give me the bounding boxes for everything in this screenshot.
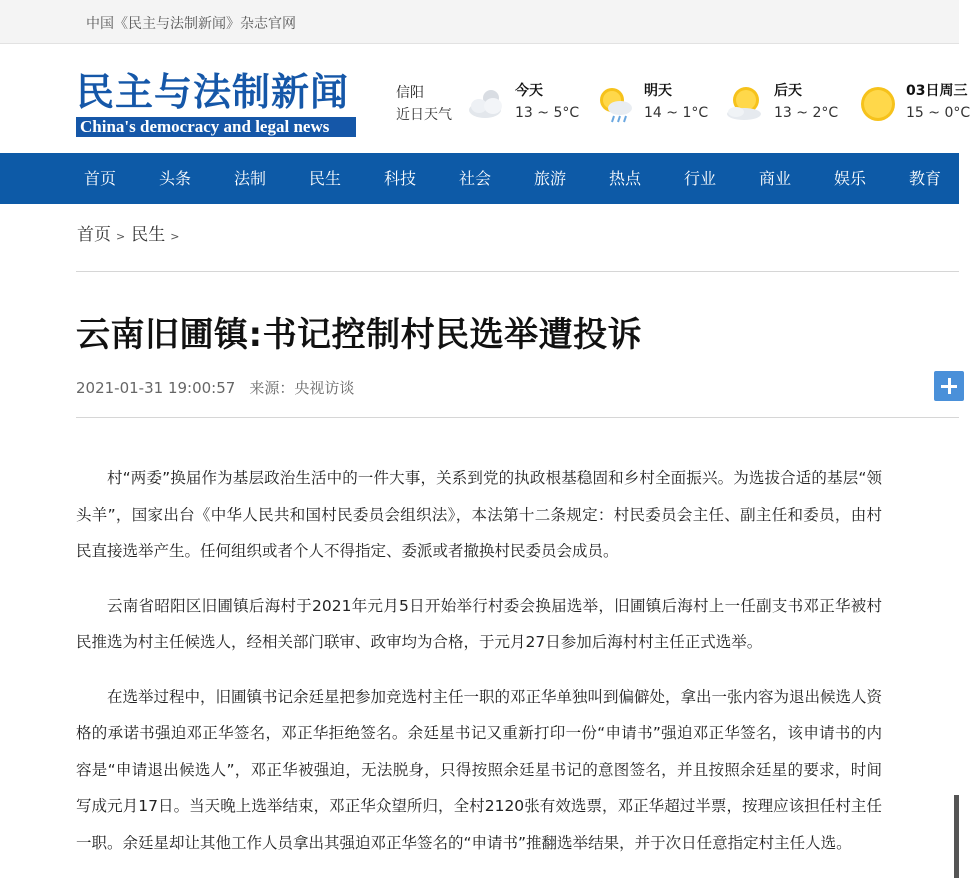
site-label: 中国《民主与法制新闻》杂志官网 [86, 16, 296, 32]
nav-item-hot[interactable]: 热点 [609, 169, 642, 188]
weather-location [396, 82, 452, 126]
main-nav [0, 153, 959, 204]
partly-cloudy-icon [465, 84, 509, 124]
divider [76, 417, 959, 418]
nav-item-home[interactable]: 首页 [84, 169, 117, 188]
nav-item-society[interactable]: 社会 [459, 169, 492, 188]
top-bar [0, 0, 959, 44]
sun-cloud-icon [724, 84, 768, 124]
article-paragraph: 村“两委”换届作为基层政治生活中的一件大事，关系到党的执政根基稳固和乡村全面振兴。为选拔合适的基层“领头羊”，国家出台《中华人民共和国村民委员会组织法》，本法第十二条规定：村民委员会主任、副主任和委员，由村民直接选举产生。任何组织或者个人不得指定、委派或者撤换村民委员会成员。 [76, 469, 882, 560]
weather-temp: 13 ~ 5°C [515, 105, 580, 121]
nav-item-entertainment[interactable]: 娱乐 [834, 169, 867, 188]
weather-day-label: 今天 [515, 83, 543, 99]
side-scroll-tab[interactable] [954, 795, 959, 878]
nav-item-tech[interactable]: 科技 [384, 169, 417, 188]
masthead [0, 44, 970, 153]
article-paragraph: 在选举过程中，旧圃镇书记余廷星把参加竞选村主任一职的邓正华单独叫到偏僻处，拿出一张内容为退出候选人资格的承诺书强迫邓正华签名，邓正华拒绝签名。余廷星书记又重新打印一份“申请书”强迫邓正华签名，该申请书的内容是“申请退出候选人”，邓正华被强迫，无法脱身，只得按照余廷星书记的意图签名，并且按照余廷星的要求，时间写成元月17日。当天晚上选举结束，邓正华众望所归，全村2120张有效选票，邓正华超过半票，按理应该担任村主任一职。余廷星却让其他工作人员拿出其强迫邓正华签名的“申请书”推翻选举结果，并于次日任意指定村主任人选。 [76, 687, 883, 852]
breadcrumb-section[interactable]: 民生 [131, 225, 166, 245]
breadcrumb [77, 220, 185, 245]
breadcrumb-home[interactable]: 首页 [77, 225, 111, 245]
nav-item-livelihood[interactable]: 民生 [309, 169, 342, 188]
weather-day-label: 03日周三 [906, 83, 968, 99]
sun-rain-icon [594, 84, 638, 124]
nav-item-industry[interactable]: 行业 [684, 169, 717, 188]
weather-day-label: 明天 [644, 83, 672, 99]
site-logo[interactable] [76, 70, 356, 137]
weather-temp: 13 ~ 2°C [774, 105, 839, 121]
breadcrumb-separator-icon: > [170, 230, 180, 243]
divider [76, 271, 959, 272]
share-plus-icon[interactable] [934, 371, 964, 401]
nav-item-business[interactable]: 商业 [759, 169, 792, 188]
sunny-icon [856, 84, 900, 124]
article-body [76, 460, 882, 879]
weather-subtitle: 近日天气 [396, 107, 452, 123]
weather-city: 信阳 [396, 85, 424, 101]
article-meta [76, 377, 354, 398]
article-datetime: 2021-01-31 19:00:57 [76, 379, 236, 397]
article-source: 来源：央视访谈 [249, 379, 355, 397]
nav-item-headlines[interactable]: 头条 [159, 169, 192, 188]
weather-temp: 15 ~ 0°C [906, 105, 970, 121]
article-paragraph: 云南省昭阳区旧圃镇后海村于2021年元月5日开始举行村委会换届选举，旧圃镇后海村上一任副支书邓正华被村民推选为村主任候选人，经相关部门联审、政审均为合格，于元月27日参加后海村村主任正式选举。 [76, 596, 882, 651]
nav-item-law[interactable]: 法制 [234, 169, 267, 188]
nav-item-travel[interactable]: 旅游 [534, 169, 567, 188]
weather-day-label: 后天 [774, 83, 802, 99]
nav-item-education[interactable]: 教育 [909, 169, 942, 188]
article-title: 云南旧圃镇:书记控制村民选举遭投诉 [76, 315, 643, 355]
logo-english: China's democracy and legal news [76, 117, 356, 137]
logo-chinese: 民主与法制新闻 [76, 69, 350, 114]
weather-temp: 14 ~ 1°C [644, 105, 709, 121]
breadcrumb-separator-icon: > [116, 230, 126, 243]
